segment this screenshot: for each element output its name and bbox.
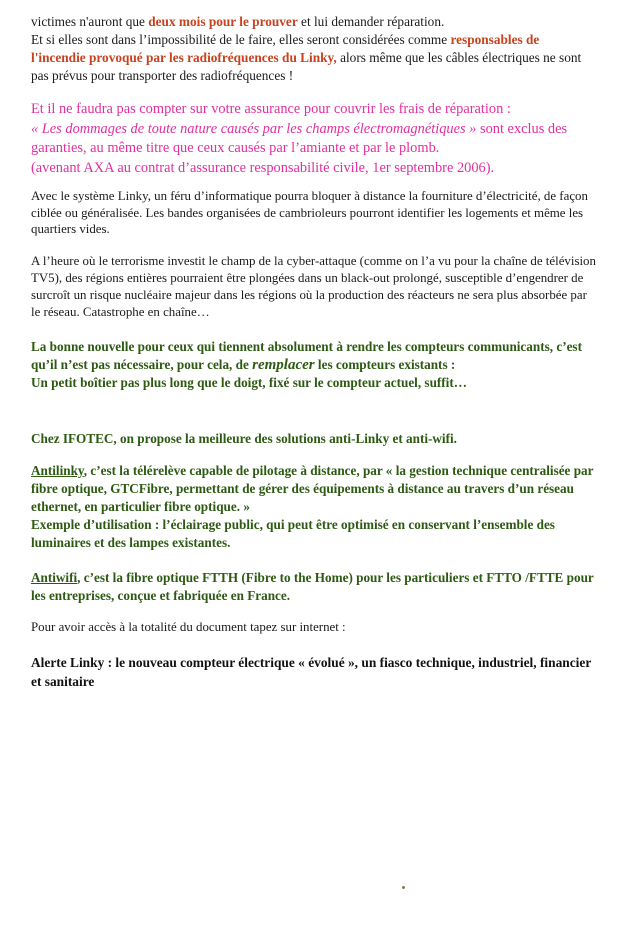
quote-insurance-exclusion: « Les dommages de toute nature causés par les champs électromagnétiques » bbox=[31, 120, 477, 137]
text-run: , c’est la télérelève capable de pilotage à distance, par « la gestion technique centralisée par fibre optique, GTCFibre, permettant de gérer des équipements à distance au travers d’un réseau ethernet, en particulier fibre optique. » bbox=[31, 463, 594, 514]
text-run: (avenant AXA au contrat d’assurance responsabilité civile, 1er septembre 2006). bbox=[31, 159, 495, 176]
paragraph-ifotec: Chez IFOTEC, on propose la meilleure des solutions anti-Linky et anti-wifi. bbox=[31, 431, 457, 446]
highlight-two-months: deux mois pour le prouver bbox=[148, 14, 298, 29]
scan-speck bbox=[402, 886, 405, 889]
text-run: Un petit boîtier pas plus long que le doigt, fixé sur le compteur actuel, suffit… bbox=[31, 375, 467, 390]
paragraph-victims-proof bbox=[31, 13, 596, 85]
text-run: victimes n'auront que bbox=[31, 14, 149, 29]
paragraph-antiwifi bbox=[31, 569, 596, 605]
highlight-responsible-fire: responsables de l'incendie provoqué par les radiofréquences du Linky, bbox=[31, 32, 540, 65]
term-antilinky: Antilinky bbox=[31, 463, 84, 478]
paragraph-good-news bbox=[31, 338, 596, 392]
term-antiwifi: Antiwifi bbox=[31, 570, 78, 585]
paragraph-access-document: Pour avoir accès à la totalité du document tapez sur internet : bbox=[31, 620, 346, 634]
paragraph-antilinky bbox=[31, 462, 596, 552]
text-run: Et si elles sont dans l’impossibilité de le faire, elles seront considérées comme bbox=[31, 32, 451, 47]
text-run: et lui demander réparation. bbox=[297, 14, 445, 29]
paragraph-cyber-attack: A l’heure où le terrorisme investit le champ de la cyber-attaque (comme on l’a vu pour la chaîne de télévision TV5), des régions entières pourraient être plongées dans un black-out prolongé, susceptible d’engendrer de surcroît un risque nucléaire majeur dans les régions où la production des réacteurs ne sera plus absorbée par le réseau. Catastrophe en chaîne… bbox=[31, 254, 596, 319]
paragraph-remote-blocking: Avec le système Linky, un féru d’informatique pourra bloquer à distance la fourniture d’électricité, de façon ciblée ou généralisée. Les bandes organisées de cambrioleurs pourront identifier les logements et même les quartiers vides. bbox=[31, 189, 588, 236]
text-run: sont exclus des garanties, au même titre que ceux causés par l’amiante et par le plomb. bbox=[31, 120, 568, 156]
emphasis-remplacer: remplacer bbox=[252, 357, 315, 373]
text-run: La bonne nouvelle pour ceux qui tiennent absolument à rendre les compteurs communicants, c’est qu’il n’est pas nécessaire, pour cela, de bbox=[31, 339, 582, 372]
document-title-reference: Alerte Linky : le nouveau compteur électrique « évolué », un fiasco technique, industriel, financier et sanitaire bbox=[31, 655, 592, 689]
text-run: alors même que les câbles électriques ne sont pas prévus pour transporter des radiofréquences ! bbox=[31, 50, 582, 83]
text-run: les compteurs existants : bbox=[314, 357, 456, 372]
text-run: Et il ne faudra pas compter sur votre assurance pour couvrir les frais de réparation : bbox=[31, 101, 511, 117]
text-run: Exemple d’utilisation : l’éclairage public, qui peut être optimisé en conservant l’ensemble des luminaires et des lampes existantes. bbox=[31, 517, 555, 550]
text-run: , c’est la fibre optique FTTH (Fibre to the Home) pour les particuliers et FTTO /FTTE pour les entreprises, conçue et fabriquée en France. bbox=[31, 570, 594, 603]
paragraph-insurance bbox=[31, 100, 596, 178]
